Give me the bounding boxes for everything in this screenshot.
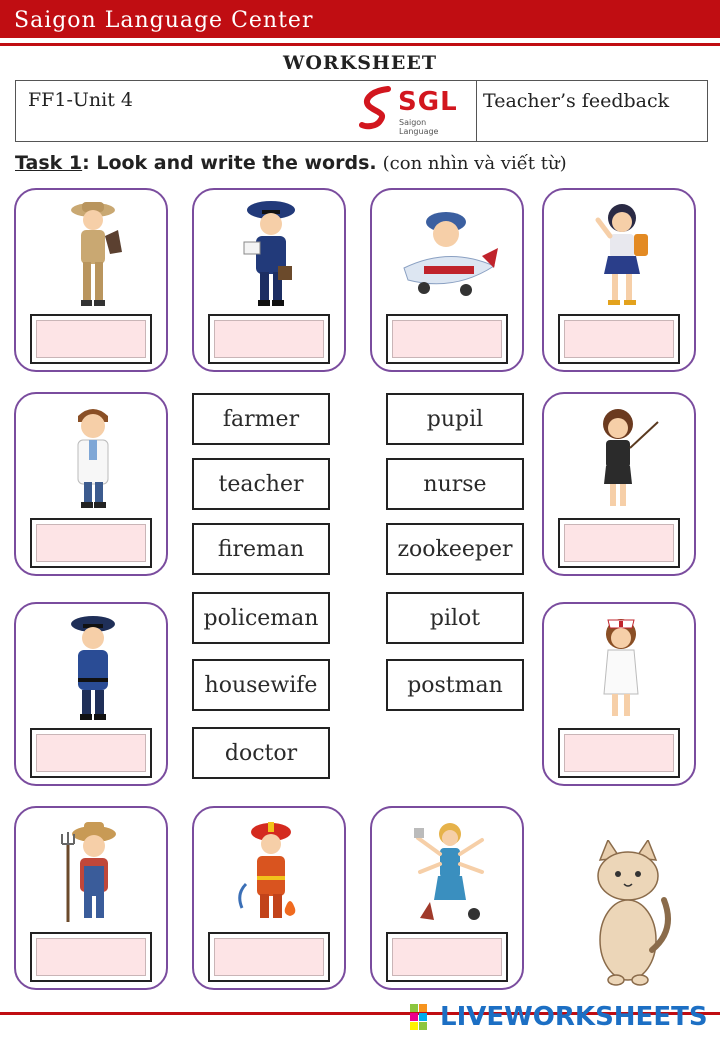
farmer-picture: [38, 814, 148, 932]
word-tile[interactable]: farmer: [192, 393, 330, 445]
answer-box[interactable]: [30, 932, 152, 982]
picture-card: [542, 392, 696, 576]
answer-box[interactable]: [386, 314, 508, 364]
logo-text: SGL: [398, 87, 458, 117]
header-divider: [0, 43, 720, 46]
liveworksheets-brand: LIVEWORKSHEETS: [440, 1002, 708, 1032]
cat-picture: [578, 840, 678, 990]
sgl-swirl-icon: [358, 85, 398, 131]
center-name: Saigon Language Center: [14, 8, 314, 33]
answer-box[interactable]: [30, 314, 152, 364]
liveworksheets-blocks-icon: [410, 1004, 436, 1030]
word-tile[interactable]: pupil: [386, 393, 524, 445]
picture-card: [14, 392, 168, 576]
task-vietnamese: (con nhìn và viết từ): [382, 153, 567, 174]
picture-card: [542, 188, 696, 372]
answer-box[interactable]: [558, 314, 680, 364]
answer-box[interactable]: [30, 518, 152, 568]
picture-card: [192, 806, 346, 990]
picture-card: [192, 188, 346, 372]
zookeeper-picture: [38, 196, 148, 314]
picture-card: [14, 188, 168, 372]
picture-card: [542, 602, 696, 786]
word-tile[interactable]: teacher: [192, 458, 330, 510]
picture-card: [14, 602, 168, 786]
word-tile[interactable]: fireman: [192, 523, 330, 575]
housewife-picture: [394, 814, 504, 932]
picture-card: [370, 806, 524, 990]
word-tile[interactable]: policeman: [192, 592, 330, 644]
fireman-picture: [216, 814, 326, 932]
sgl-logo: [358, 85, 468, 136]
worksheet-title: WORKSHEET: [283, 52, 437, 74]
answer-box[interactable]: [208, 932, 330, 982]
task-heading: [15, 152, 567, 174]
teacher-picture: [566, 400, 676, 518]
task-instruction: : Look and write the words.: [82, 152, 377, 174]
word-tile[interactable]: housewife: [192, 659, 330, 711]
answer-box[interactable]: [558, 518, 680, 568]
word-tile[interactable]: doctor: [192, 727, 330, 779]
pupil-picture: [566, 196, 676, 314]
answer-box[interactable]: [386, 932, 508, 982]
answer-box[interactable]: [208, 314, 330, 364]
task-label: Task 1: [15, 152, 83, 174]
word-tile[interactable]: zookeeper: [386, 523, 524, 575]
word-tile[interactable]: nurse: [386, 458, 524, 510]
header-bar: [0, 0, 720, 38]
pilot-picture: [394, 196, 504, 314]
doctor-picture: [38, 400, 148, 518]
picture-card: [14, 806, 168, 990]
nurse-picture: [566, 610, 676, 728]
word-tile[interactable]: postman: [386, 659, 524, 711]
postman-picture: [216, 196, 326, 314]
policeman-picture: [38, 610, 148, 728]
unit-label: FF1-Unit 4: [28, 89, 133, 111]
word-tile[interactable]: pilot: [386, 592, 524, 644]
answer-box[interactable]: [30, 728, 152, 778]
teacher-feedback-label: Teacher’s feedback: [483, 90, 670, 112]
picture-card: [370, 188, 524, 372]
answer-box[interactable]: [558, 728, 680, 778]
unit-cell: [16, 81, 477, 141]
logo-subtext: Saigon Language: [399, 118, 439, 136]
header-table: [15, 80, 708, 142]
